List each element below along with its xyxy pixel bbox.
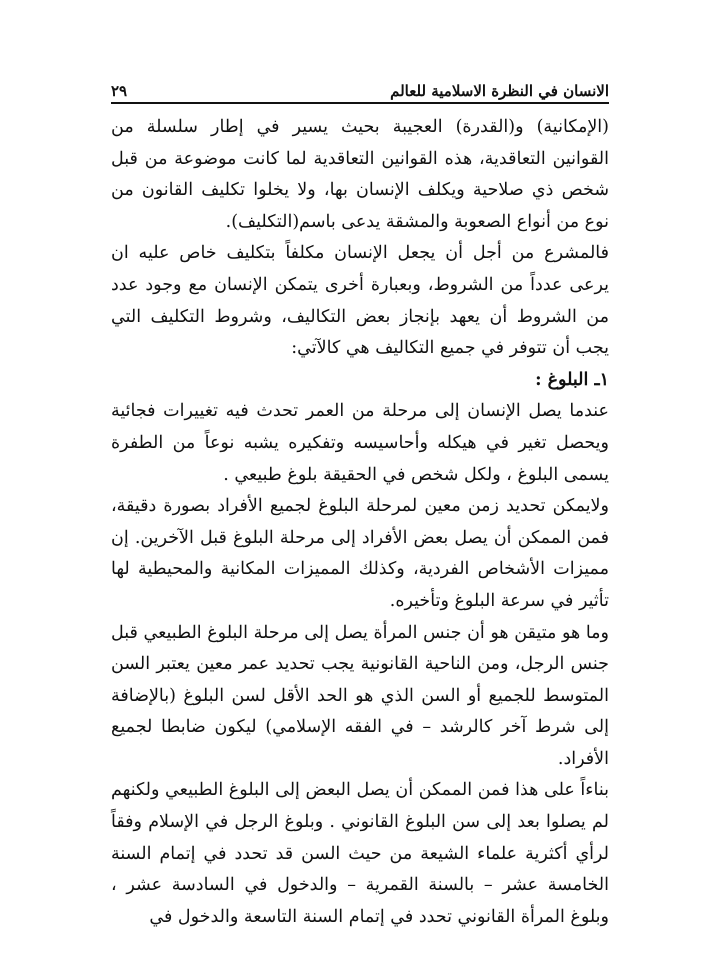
paragraph-conditions: فالمشرع من أجل أن يجعل الإنسان مكلفاً بتكليف خاص عليه ان يرعى عدداً من الشروط، وبعبارة أخرى يتمكن الإنسان مع وجود عدد من الشروط أن يعهد بإنجاز بعض التكاليف، وشروط التكليف التي يجب أن تتوفر في جميع التكاليف هي كالآتي: (111, 243, 609, 359)
paragraph-puberty-definition: عندما يصل الإنسان إلى مرحلة من العمر تحدث فيه تغييرات فجائية ويحصل تغير في هيكله وأحاسيسه وتفكيره يشبه نوعاً من الطفرة يسمى البلوغ ، ولكل شخص في الحقيقة بلوغ طبيعي . (111, 401, 609, 485)
header-title: الانسان في النظرة الاسلامية للعالم (390, 82, 609, 100)
body-text (111, 112, 609, 933)
paragraph-islamic-age: بناءاً على هذا فمن الممكن أن يصل البعض إلى البلوغ الطبيعي ولكنهم لم يصلوا بعد إلى سن البلوغ القانوني . وبلوغ الرجل في الإسلام وفقاً لرأي أكثرية علماء الشيعة من حيث السن قد تحدد في إتمام السنة الخامسة عشر – بالسنة القمرية – والدخول في السادسة عشر ، وبلوغ المرأة القانوني تحدد في إتمام السنة التاسعة والدخول في (111, 780, 609, 927)
page-number: ٢٩ (111, 82, 128, 100)
paragraph-legal-age: وما هو متيقن هو أن جنس المرأة يصل إلى مرحلة البلوغ الطبيعي قبل جنس الرجل، ومن الناحية القانونية يجب تحديد عمر معين يعتبر السن المتوسط للجميع أو السن الذي هو الحد الأقل لسن البلوغ (بالإضافة إلى شرط آخر كالرشد – في الفقه الإسلامي) ليكون ضابطا لجميع الأفراد. (111, 622, 609, 769)
section-heading-puberty: ١ـ البلوغ : (535, 369, 609, 390)
header-divider (111, 102, 609, 104)
paragraph-intro: (الإمكانية) و(القدرة) العجيبة بحيث يسير في إطار سلسلة من القوانين التعاقدية، هذه القوانين التعاقدية لما كانت موضوعة من قبل شخص ذي صلاحية ويكلف الإنسان بها، ولا يخلوا تكليف القانون من نوع من أنواع الصعوبة والمشقة يدعى باسم(التكليف). (111, 117, 609, 232)
running-header (111, 70, 609, 100)
paragraph-puberty-timing: ولايمكن تحديد زمن معين لمرحلة البلوغ لجميع الأفراد بصورة دقيقة، فمن الممكن أن يصل بعض الأفراد إلى مرحلة البلوغ قبل الآخرين. إن مميزات الأشخاص الفردية، وكذلك المميزات المكانية والمحيطية لها تأثير في سرعة البلوغ وتأخيره. (111, 496, 609, 611)
